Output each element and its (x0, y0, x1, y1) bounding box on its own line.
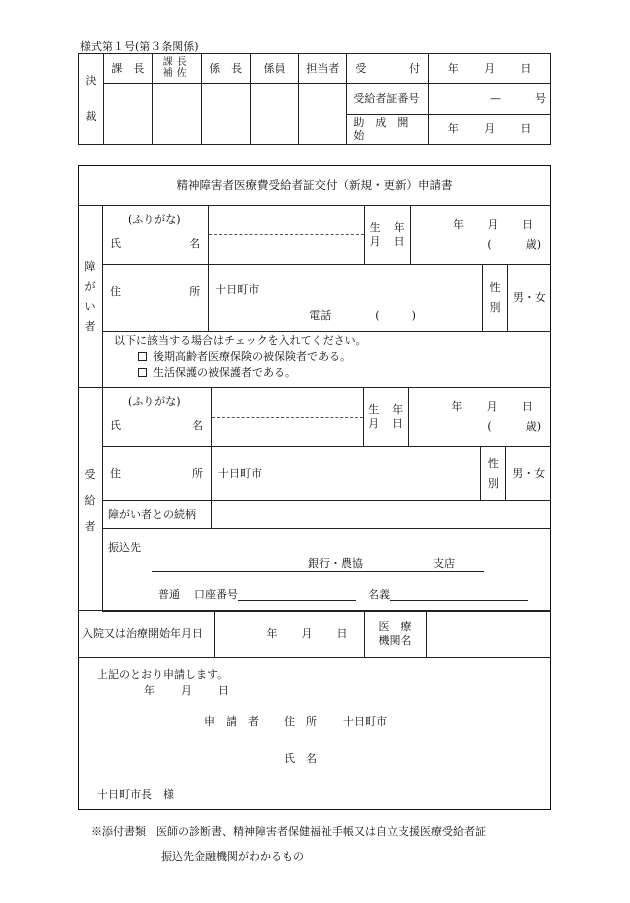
recipient-label-char-0: 受 (84, 467, 96, 481)
approval-label-2: 裁 (85, 110, 97, 123)
recipient-label-char-2: 者 (84, 519, 96, 533)
relation-field[interactable] (211, 501, 551, 529)
patient-label-char-0: 障 (84, 260, 96, 273)
form-title: 精神障害者医療費受給者証交付（新規・更新）申請書 (176, 178, 453, 192)
attachments-note: ※添付書類 医師の診断書、精神障害者保健福祉手帳又は自立支援医療受給者証 (91, 825, 486, 838)
applicant-address-label: 住 所 (284, 715, 317, 728)
patient-table (102, 205, 551, 388)
bank-line[interactable]: 銀行・農協 支店 (152, 557, 484, 572)
recipient-birth-date[interactable]: 年 月 日 ( 歳) (409, 388, 551, 447)
approval-label (79, 54, 104, 145)
applicant-name-label: 氏 名 (284, 752, 317, 765)
stamp-box-1[interactable] (152, 84, 201, 145)
institution-field[interactable] (426, 611, 551, 658)
attachments-note-2: 振込先金融機関がわかるもの (161, 850, 304, 863)
cert-no-label: 受給者証番号 (347, 84, 429, 114)
patient-address-field[interactable]: 十日町市 電話 ( ) (209, 265, 483, 332)
bank-section[interactable]: 振込先 銀行・農協 支店 普通 口座番号 名義 (102, 529, 551, 612)
patient-birth-label: 生 年 月 日 (365, 205, 411, 265)
check-welfare[interactable] (138, 368, 147, 377)
addressee: 十日町市長 様 (97, 788, 174, 801)
recipient-name-field[interactable] (211, 388, 363, 447)
patient-name-label: (ふりがな) 氏 名 (102, 205, 209, 265)
patient-sex-field[interactable]: 男・女 (507, 265, 551, 332)
start-date[interactable]: 年 月 日 (429, 114, 551, 144)
role-1: 課長補佐 (152, 54, 201, 84)
role-4: 担当者 (299, 54, 347, 84)
recipient-section-label (78, 387, 103, 611)
role-3: 係員 (250, 54, 299, 84)
applicant-address-value[interactable]: 十日町市 (343, 715, 387, 728)
admission-date[interactable]: 年 月 日 (214, 611, 364, 658)
role-2: 係 長 (201, 54, 250, 84)
role-0: 課 長 (103, 54, 152, 84)
check-item-0[interactable]: 後期高齢者医療保険の被保険者である。 (102, 350, 551, 364)
declaration-date[interactable]: 年 月 日 (144, 684, 229, 697)
check-item-1[interactable]: 生活保護の被保護者である。 (102, 366, 551, 380)
approval-label-1: 決 (85, 74, 97, 88)
start-label: 助 成 開 始 (347, 114, 429, 144)
recipient-birth-label: 生 年 月 日 (363, 388, 408, 447)
receipt-date[interactable]: 年 月 日 (429, 54, 551, 84)
cert-no-field[interactable]: — 号 (429, 84, 551, 114)
patient-sex-label: 性 別 (483, 265, 508, 332)
stamp-box-3[interactable] (250, 84, 299, 145)
recipient-address-field[interactable]: 十日町市 (211, 447, 480, 501)
recipient-table (102, 387, 551, 612)
stamp-box-2[interactable] (201, 84, 250, 145)
relation-label: 障がい者との続柄 (102, 501, 211, 529)
patient-address-label: 住 所 (102, 265, 209, 332)
patient-label-char-1: が (84, 280, 96, 293)
patient-checks: 以下に該当する場合はチェックを入れてください。 後期高齢者医療保険の被保険者である。 生活保護の被保護者である。 (102, 332, 551, 388)
receipt-label: 受 付 (347, 54, 429, 84)
institution-label: 医 療 機関名 (364, 611, 426, 658)
account-line[interactable]: 普通 口座番号 名義 (158, 588, 551, 602)
recipient-name-label: (ふりがな) 氏 名 (102, 388, 211, 447)
patient-label-char-3: 者 (84, 320, 96, 333)
approval-table (78, 53, 551, 145)
declaration-text: 上記のとおり申請します。 (97, 668, 229, 681)
recipient-sex-field[interactable]: 男・女 (506, 447, 551, 501)
recipient-sex-label: 性 別 (481, 447, 506, 501)
patient-name-field[interactable] (209, 205, 365, 265)
stamp-box-4[interactable] (299, 84, 347, 145)
form-number: 様式第１号(第３条関係) (80, 40, 199, 53)
patient-label-char-2: い (84, 300, 96, 313)
stamp-box-0[interactable] (103, 84, 152, 145)
applicant-label: 申 請 者 (204, 715, 259, 728)
admission-table (78, 610, 551, 658)
check-elderly-insurance[interactable] (138, 352, 147, 361)
patient-section-label (78, 205, 103, 387)
patient-birth-date[interactable]: 年 月 日 ( 歳) (410, 205, 551, 265)
admission-label: 入院又は治療開始年月日 (78, 611, 214, 658)
recipient-address-label: 住 所 (102, 447, 211, 501)
recipient-label-char-1: 給 (84, 493, 96, 507)
